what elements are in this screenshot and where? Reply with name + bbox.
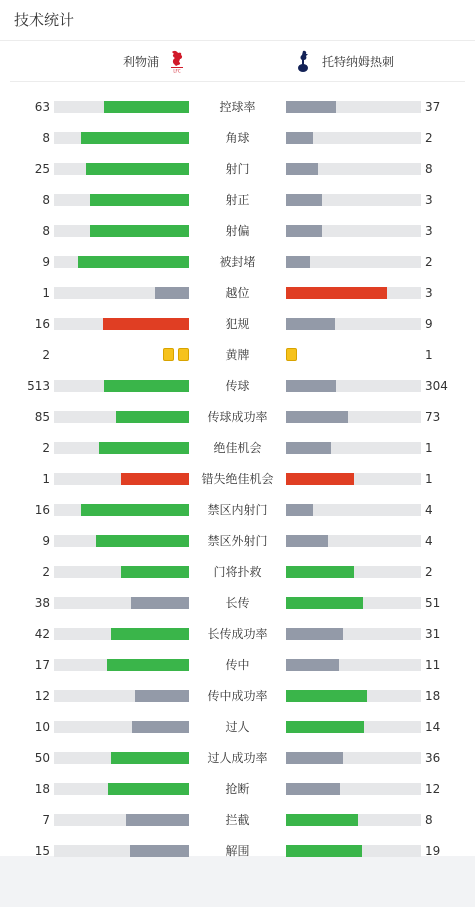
home-bar-track: [54, 473, 189, 485]
home-value: 12: [34, 689, 50, 703]
yellow-card-icon: [178, 348, 189, 361]
home-bar-track: [54, 101, 189, 113]
away-value: 2: [425, 255, 433, 269]
stat-row: [0, 779, 475, 799]
home-bar-fill: [111, 628, 189, 640]
stat-label: 越位: [225, 286, 250, 300]
away-bar-fill: [286, 225, 322, 237]
home-bar-fill: [90, 225, 189, 237]
cockerel-crest-icon: [296, 49, 312, 73]
stat-label: 解围: [225, 844, 250, 858]
yellow-card-icon: [163, 348, 174, 361]
away-bar-fill: [286, 535, 328, 547]
stat-row: [0, 655, 475, 675]
home-bar-track: [54, 411, 189, 423]
section-title: 技术统计: [0, 0, 475, 41]
home-bar-track: [54, 194, 189, 206]
away-value: 8: [425, 162, 433, 176]
away-cards: [286, 348, 301, 361]
stat-label: 射正: [225, 193, 250, 207]
home-value: 2: [42, 348, 50, 362]
stat-label: 禁区内射门: [207, 503, 268, 517]
home-value: 63: [34, 100, 50, 114]
away-bar-track: [286, 163, 421, 175]
stat-row: [0, 407, 475, 427]
home-value: 8: [42, 131, 50, 145]
stat-row: [0, 562, 475, 582]
away-bar-track: [286, 194, 421, 206]
stat-row: [0, 283, 475, 303]
home-cards: [159, 348, 189, 361]
stat-label: 射偏: [225, 224, 250, 238]
home-value: 10: [34, 720, 50, 734]
away-bar-track: [286, 225, 421, 237]
home-bar-track: [54, 628, 189, 640]
away-team-name: 托特纳姆热刺: [322, 54, 395, 69]
away-bar-track: [286, 132, 421, 144]
home-bar-track: [54, 225, 189, 237]
away-value: 51: [425, 596, 441, 610]
stat-row: [0, 717, 475, 737]
stat-label: 长传成功率: [207, 627, 268, 641]
away-value: 37: [425, 100, 441, 114]
home-bar-track: [54, 535, 189, 547]
home-bar-track: [54, 845, 189, 857]
away-value: 2: [425, 131, 433, 145]
home-bar-track: [54, 721, 189, 733]
stat-label: 传中: [225, 658, 250, 672]
away-value: 3: [425, 286, 433, 300]
home-value: 50: [34, 751, 50, 765]
away-bar-track: [286, 845, 421, 857]
away-bar-fill: [286, 814, 358, 826]
away-value: 3: [425, 224, 433, 238]
away-value: 31: [425, 627, 441, 641]
away-value: 304: [425, 379, 448, 393]
home-bar-fill: [104, 101, 189, 113]
home-bar-track: [54, 752, 189, 764]
home-value: 1: [42, 472, 50, 486]
home-bar-track: [54, 163, 189, 175]
stat-row: [0, 314, 475, 334]
away-bar-track: [286, 442, 421, 454]
away-bar-fill: [286, 163, 318, 175]
away-bar-fill: [286, 380, 336, 392]
home-bar-fill: [81, 132, 189, 144]
away-value: 18: [425, 689, 441, 703]
stat-row: [0, 128, 475, 148]
home-bar-track: [54, 504, 189, 516]
yellow-card-icon: [286, 348, 297, 361]
away-bar-fill: [286, 783, 340, 795]
stat-row: [0, 159, 475, 179]
stat-label: 门将扑救: [213, 565, 262, 579]
home-bar-track: [54, 690, 189, 702]
away-bar-track: [286, 814, 421, 826]
away-bar-track: [286, 535, 421, 547]
home-bar-fill: [131, 597, 189, 609]
home-value: 16: [34, 317, 50, 331]
stat-label: 长传: [225, 596, 250, 610]
stat-label: 过人: [225, 720, 250, 734]
away-bar-track: [286, 659, 421, 671]
home-bar-track: [54, 566, 189, 578]
home-value: 85: [34, 410, 50, 424]
away-bar-track: [286, 566, 421, 578]
stat-row: [0, 345, 475, 365]
home-bar-fill: [132, 721, 189, 733]
home-bar-fill: [90, 194, 189, 206]
away-bar-fill: [286, 194, 322, 206]
stat-row: [0, 221, 475, 241]
home-bar-track: [54, 597, 189, 609]
stat-label: 传球成功率: [207, 410, 268, 424]
home-value: 9: [42, 255, 50, 269]
stat-label: 禁区外射门: [207, 534, 268, 548]
stat-label: 抢断: [225, 782, 250, 796]
home-value: 25: [34, 162, 50, 176]
stat-label: 控球率: [219, 100, 256, 114]
away-bar-fill: [286, 318, 335, 330]
away-value: 1: [425, 441, 433, 455]
home-team[interactable]: [123, 41, 185, 81]
stat-row: [0, 748, 475, 768]
stat-label: 黄牌: [225, 348, 250, 362]
away-bar-track: [286, 380, 421, 392]
home-bar-fill: [103, 318, 189, 330]
home-bar-track: [54, 442, 189, 454]
home-value: 42: [34, 627, 50, 641]
stat-row: [0, 593, 475, 613]
away-value: 19: [425, 844, 441, 858]
home-value: 38: [34, 596, 50, 610]
away-value: 4: [425, 534, 433, 548]
stat-row: [0, 810, 475, 830]
away-bar-track: [286, 752, 421, 764]
home-bar-fill: [108, 783, 189, 795]
home-value: 15: [34, 844, 50, 858]
home-bar-fill: [99, 442, 189, 454]
stat-row: [0, 500, 475, 520]
away-bar-track: [286, 783, 421, 795]
away-value: 36: [425, 751, 441, 765]
away-bar-track: [286, 256, 421, 268]
home-value: 18: [34, 782, 50, 796]
home-value: 8: [42, 224, 50, 238]
home-value: 2: [42, 441, 50, 455]
away-bar-track: [286, 318, 421, 330]
stat-row: [0, 469, 475, 489]
home-value: 16: [34, 503, 50, 517]
stat-label: 被封堵: [219, 255, 256, 269]
away-bar-fill: [286, 473, 354, 485]
away-bar-fill: [286, 566, 354, 578]
away-bar-track: [286, 628, 421, 640]
home-bar-fill: [107, 659, 189, 671]
stat-label: 过人成功率: [207, 751, 268, 765]
stat-row: [0, 190, 475, 210]
away-bar-fill: [286, 256, 310, 268]
home-bar-track: [54, 287, 189, 299]
stat-row: [0, 376, 475, 396]
away-value: 11: [425, 658, 441, 672]
home-bar-track: [54, 783, 189, 795]
teams-header: [10, 41, 465, 82]
home-bar-fill: [121, 473, 189, 485]
away-value: 14: [425, 720, 441, 734]
stat-label: 犯规: [225, 317, 250, 331]
away-value: 3: [425, 193, 433, 207]
home-bar-fill: [96, 535, 189, 547]
away-value: 9: [425, 317, 433, 331]
away-bar-track: [286, 597, 421, 609]
home-bar-fill: [78, 256, 189, 268]
home-value: 7: [42, 813, 50, 827]
home-bar-track: [54, 132, 189, 144]
stat-row: [0, 97, 475, 117]
away-value: 8: [425, 813, 433, 827]
stat-label: 错失绝佳机会: [201, 472, 274, 486]
home-bar-track: [54, 814, 189, 826]
away-bar-fill: [286, 504, 313, 516]
home-value: 9: [42, 534, 50, 548]
home-bar-fill: [86, 163, 189, 175]
home-bar-fill: [155, 287, 189, 299]
away-value: 73: [425, 410, 441, 424]
stat-row: [0, 252, 475, 272]
away-bar-fill: [286, 101, 336, 113]
stat-row: [0, 531, 475, 551]
away-bar-track: [286, 287, 421, 299]
home-bar-track: [54, 659, 189, 671]
stat-label: 绝佳机会: [213, 441, 262, 455]
stat-label: 角球: [225, 131, 250, 145]
away-value: 2: [425, 565, 433, 579]
home-team-name: 利物浦: [122, 54, 159, 69]
home-value: 17: [34, 658, 50, 672]
home-bar-fill: [126, 814, 189, 826]
svg-text:LFC: LFC: [173, 68, 181, 73]
liverbird-crest-icon: [169, 49, 185, 73]
home-value: 8: [42, 193, 50, 207]
home-bar-track: [54, 318, 189, 330]
away-bar-fill: [286, 690, 367, 702]
home-value: 513: [27, 379, 50, 393]
away-bar-fill: [286, 132, 313, 144]
away-bar-fill: [286, 721, 364, 733]
away-value: 1: [425, 472, 433, 486]
home-bar-fill: [111, 752, 189, 764]
away-bar-track: [286, 473, 421, 485]
away-bar-track: [286, 411, 421, 423]
away-bar-fill: [286, 442, 331, 454]
away-value: 12: [425, 782, 441, 796]
away-team[interactable]: [296, 41, 394, 81]
away-bar-fill: [286, 597, 363, 609]
stat-label: 拦截: [225, 813, 250, 827]
away-bar-track: [286, 504, 421, 516]
away-bar-track: [286, 690, 421, 702]
home-bar-fill: [81, 504, 189, 516]
stat-label: 射门: [225, 162, 250, 176]
stat-label: 传中成功率: [207, 689, 268, 703]
away-value: 4: [425, 503, 433, 517]
away-bar-fill: [286, 659, 339, 671]
home-bar-fill: [121, 566, 189, 578]
away-bar-track: [286, 101, 421, 113]
away-bar-fill: [286, 752, 343, 764]
home-bar-fill: [130, 845, 189, 857]
home-bar-fill: [135, 690, 189, 702]
away-bar-fill: [286, 845, 362, 857]
stat-row: [0, 624, 475, 644]
home-value: 2: [42, 565, 50, 579]
away-bar-fill: [286, 287, 387, 299]
home-bar-fill: [116, 411, 189, 423]
home-bar-track: [54, 256, 189, 268]
stat-row: [0, 438, 475, 458]
home-value: 1: [42, 286, 50, 300]
stat-row: [0, 841, 475, 861]
stat-label: 传球: [225, 379, 250, 393]
away-value: 1: [425, 348, 433, 362]
away-bar-track: [286, 721, 421, 733]
home-bar-fill: [104, 380, 189, 392]
away-bar-fill: [286, 628, 343, 640]
home-bar-track: [54, 380, 189, 392]
stat-row: [0, 686, 475, 706]
away-bar-fill: [286, 411, 348, 423]
